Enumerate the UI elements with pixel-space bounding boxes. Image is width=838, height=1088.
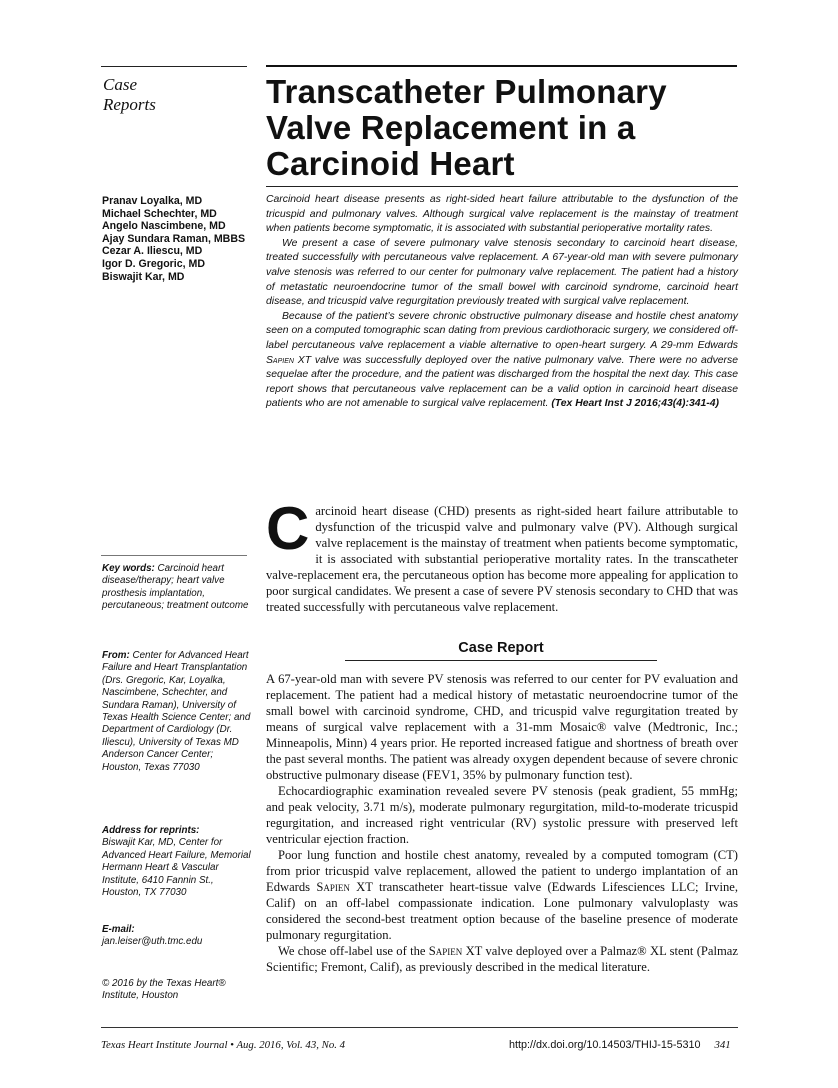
page-number: 341 [714,1039,731,1051]
sidebar-rule [101,555,247,556]
body-text: We chose off-label use of the [278,944,429,958]
title-line: Valve Replacement in a [266,109,636,146]
footer-rule [101,1027,738,1028]
intro-paragraph [266,495,738,615]
abstract-rule [266,186,738,187]
doi-link[interactable]: http://dx.doi.org/10.14503/THIJ-15-5310 [509,1039,701,1051]
body-text: Poor lung function and hostile chest anatomy, revealed by a computed tomogram (CT) from prior tricuspid valve replacement, allowed the patient to undergo implantation of an Edwards [266,848,738,894]
intro-text: arcinoid heart disease (CHD) presents as right-sided heart failure attributable to dysfunction of the tricuspid valve and pulmonary valve (PV). Although surgical valve replacement is the mainstay of treatment when patients become symptomatic, it is associated with substantial perioperative mortality rates. In the transcatheter valve-replacement era, the percutaneous option has become more appealing for application to poor surgical candidates. We present a case of severe PV stenosis secondary to CHD that was treated successfully with percutaneous valve replacement. [266,504,738,614]
body-paragraph: A 67-year-old man with severe PV stenosis was referred to our center for PV evaluation and replacement. The patient had a medical history of metastatic neuroendocrine tumor of the small bowel with carcinoid syndrome, CHD, and tricuspid valve regurgitation treated by means of surgical valve replacement with a 31-mm Mosaic® valve (Medtronic, Inc.; Minneapolis, Minn) 4 years prior. He reported increased fatigue and shortness of breath over the past several months. The patient was already oxygen dependent because of severe chronic obstructive pulmonary disease (FEV1, 35% by pulmonary function test). [266,672,738,782]
body-paragraph [266,943,738,975]
author: Angelo Nascimbene, MD [102,220,226,233]
abstract [266,193,738,412]
drop-cap: C [266,495,310,562]
section-label-line: Case [103,75,137,94]
email-block [102,924,252,949]
title-line: Carcinoid Heart [266,145,515,182]
citation: (Tex Heart Inst J 2016;43(4):341-4) [551,398,719,410]
title-rule [266,65,737,67]
section-label [103,75,243,115]
product-name: Sapien [266,354,294,366]
keywords-label: Key words: [102,563,155,574]
author: Michael Schechter, MD [102,207,217,220]
body-paragraph [266,847,738,943]
reprints [102,825,252,899]
product-name: Sapien [428,944,463,958]
author-list [102,195,262,283]
keywords-text: Carcinoid heart disease/therapy; heart valve prosthesis implantation, percutaneous; treatment outcome [102,563,249,612]
case-report-body [266,671,738,975]
body-text: XT valve deployed over a Palmaz® XL stent (Palmaz Scientific; Fremont, Calif), as previously described in the medical literature. [266,944,738,974]
section-heading: Case Report [458,640,544,656]
section-heading-rule [345,660,657,661]
affiliations-text: Center for Advanced Heart Failure and Heart Transplantation (Drs. Gregoric, Kar, Loyalka, Nascimbene, Schechter, and Sundara Raman), University of Texas Health Science Center; and Department of Cardiology (Dr. Iliescu), University of Texas MD Anderson Cancer Center; Houston, Texas 77030 [102,650,251,773]
abstract-paragraph [266,310,738,412]
keywords [102,563,252,613]
abstract-paragraph: We present a case of severe pulmonary valve stenosis secondary to carcinoid heart disease, treated successfully with percutaneous valve replacement. A 67-year-old man with severe pulmonary valve stenosis was referred to our center for pulmonary valve replacement. The patient had a history of metastatic neuroendocrine tumor of the small bowel with carcinoid syndrome, carcinoid heart disease, and tricuspid valve regurgitation previously treated with surgical valve replacement. [266,237,738,308]
footer-right [509,1039,738,1051]
reprints-text: Biswajit Kar, MD, Center for Advanced Heart Failure, Memorial Hermann Heart & Vascular Institute, 6410 Fannin St., Houston, TX 77030 [102,837,251,899]
section-label-line: Reports [103,95,156,114]
title-line: Transcatheter Pulmonary [266,73,667,110]
copyright: © 2016 by the Texas Heart® Institute, Houston [102,978,226,1002]
introduction [266,495,738,615]
abstract-paragraph: Carcinoid heart disease presents as right-sided heart failure attributable to the dysfunction of the tricuspid and pulmonary valves. Although surgical valve replacement is the mainstay of treatment when patients become symptomatic, it is associated with substantial perioperative mortality rates. [266,194,738,235]
author: Ajay Sundara Raman, MBBS [102,232,246,245]
section-rule [101,66,247,67]
abstract-text: Because of the patient’s severe chronic obstructive pulmonary disease and hostile chest anatomy seen on a computed tomographic scan dating from previous cardiothoracic surgery, we considered off-label percutaneous valve replacement a viable alternative to open-heart surgery. A 29-mm Edwards [266,310,738,351]
body-text: XT transcatheter heart-tissue valve (Edwards Lifesciences LLC; Irvine, Calif) on an off-label compassionate indication. Lone pulmonary valvuloplasty was considered the second-best treatment option because of the baseline presence of moderate pulmonary regurgitation. [266,880,739,942]
article-title [266,74,738,182]
abstract-text: XT valve was successfully deployed over the native pulmonary valve. There were no adverse sequelae after the procedure, and the patient was discharged from the hospital the next day. This case report shows that percutaneous valve replacement can be a valid option in carcinoid heart disease patients who are not amenable to surgical valve replacement. [266,354,738,410]
email-address[interactable]: jan.leiser@uth.tmc.edu [102,936,203,948]
author: Cezar A. Iliescu, MD [102,245,203,258]
product-name: Sapien [316,880,350,894]
affiliations [102,650,252,774]
email-label: E-mail: [102,924,135,935]
journal-info: Texas Heart Institute Journal • Aug. 2016, Vol. 43, No. 4 [101,1039,346,1051]
affiliations-label: From: [102,650,130,661]
body-paragraph: Echocardiographic examination revealed severe PV stenosis (peak gradient, 55 mmHg; and peak velocity, 3.71 m/s), moderate pulmonary regurgitation, mild-to-moderate tricuspid regurgitation, and increased right ventricular (RV) systolic pressure with preserved left ventricular ejection fraction. [266,784,738,846]
author: Biswajit Kar, MD [102,270,185,283]
author: Pranav Loyalka, MD [102,195,203,207]
author: Igor D. Gregoric, MD [102,257,206,270]
reprints-label: Address for reprints: [102,825,200,836]
